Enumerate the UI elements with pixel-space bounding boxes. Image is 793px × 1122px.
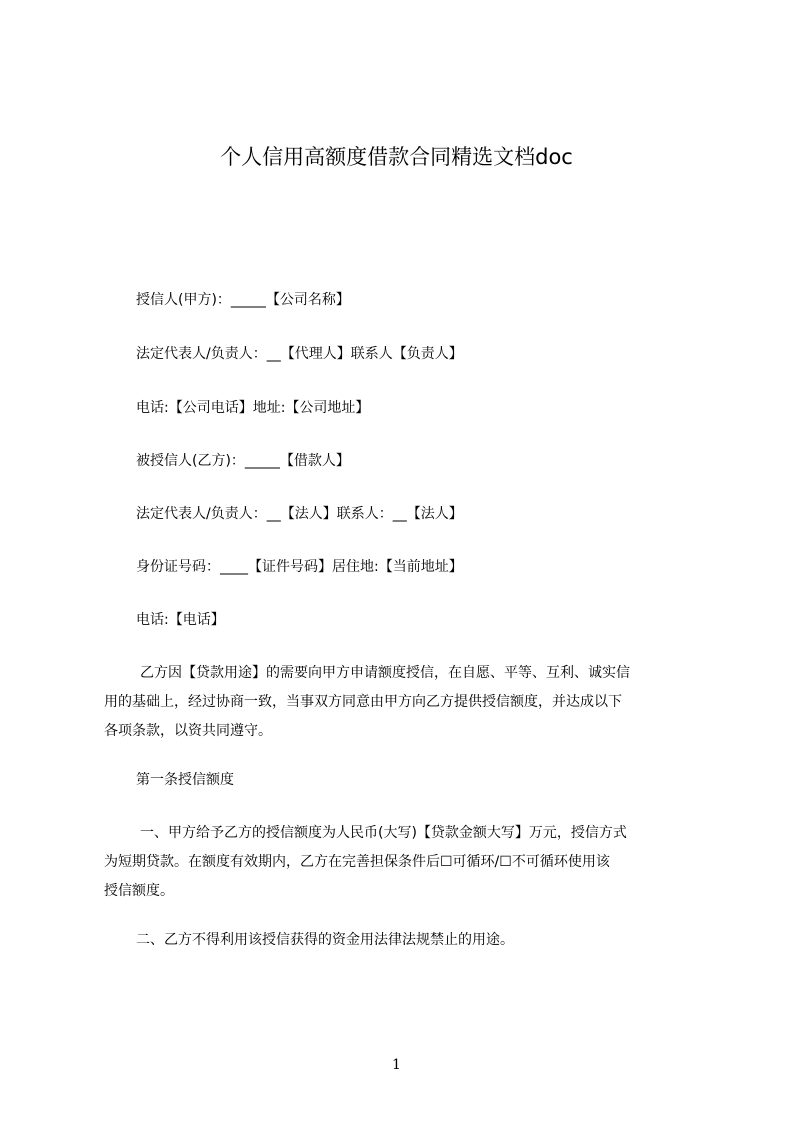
intro-paragraph [104,659,704,746]
party-a-phone-address-line: 电话:【公司电话】地址:【公司地址】 [136,400,370,416]
party-b-phone-line: 电话:【电话】 [136,612,225,628]
party-b-id-address-line: 身份证号码：____【证件号码】居住地:【当前地址】 [136,559,463,575]
clause-1-line: 授信额度。 [104,883,174,899]
clause-1-line: 为短期贷款。在额度有效期内，乙方在完善担保条件后☐可循环/☐不可循环使用该 [104,854,610,870]
page-number: 1 [392,1057,401,1073]
clause-1-paragraph [104,819,704,906]
party-a-line: 授信人(甲方)：_____【公司名称】 [136,292,350,308]
intro-line: 乙方因【贷款用途】的需要向甲方申请额度授信，在自愿、平等、互利、诚实信 [140,665,630,681]
article-1-heading: 第一条授信额度 [136,772,234,788]
document-title: 个人信用高额度借款合同精选文档doc [220,145,573,169]
clause-1-line: 一、甲方给予乙方的授信额度为人民币(大写)【贷款金额大写】万元，授信方式 [140,825,627,841]
intro-line: 各项条款，以资共同遵守。 [104,723,272,739]
party-b-line: 被授信人(乙方)：_____【借款人】 [136,453,350,469]
clause-2-line: 二、乙方不得利用该授信获得的资金用法律法规禁止的用途。 [136,932,514,948]
party-b-representative-line: 法定代表人/负责人：__【法人】联系人：__【法人】 [136,506,463,522]
intro-line: 用的基础上，经过协商一致，当事双方同意由甲方向乙方提供授信额度，并达成以下 [104,694,622,710]
party-a-representative-line: 法定代表人/负责人：__【代理人】联系人【负责人】 [136,346,463,362]
